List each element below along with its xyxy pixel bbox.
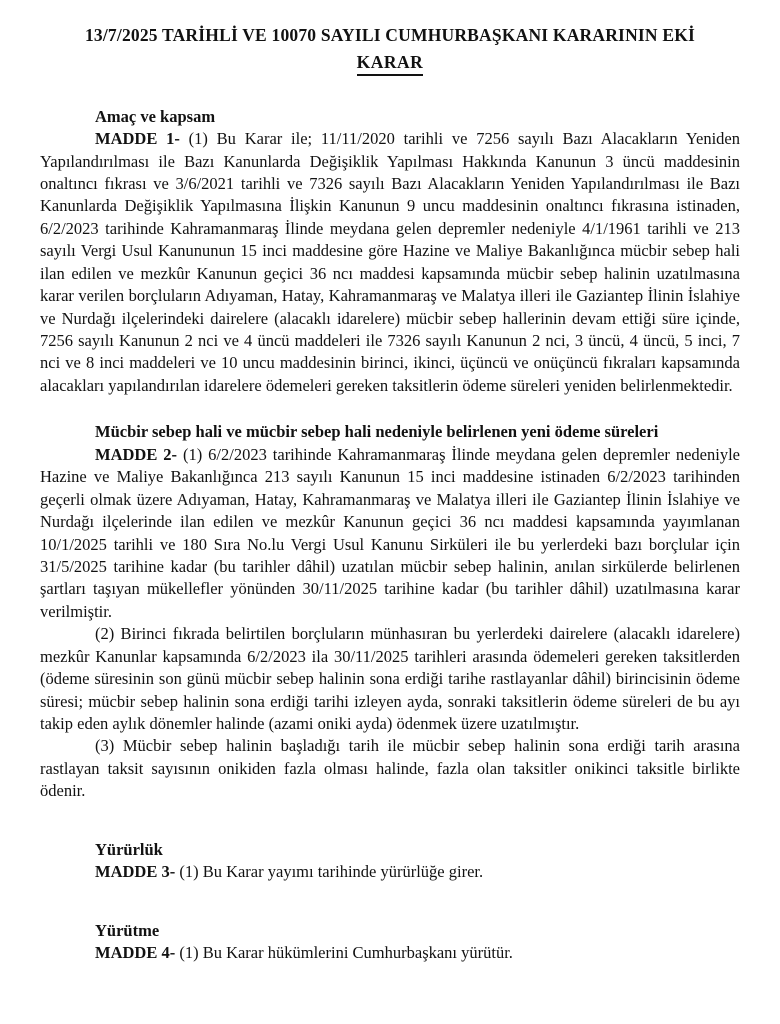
section-mucbir-sebep — [40, 421, 740, 802]
section-heading-amac-ve-kapsam: Amaç ve kapsam — [95, 106, 216, 126]
madde-1-text: (1) Bu Karar ile; 11/11/2020 tarihli ve 7256 sayılı Bazı Alacakların Yeniden Yapılandırılması ile Bazı Kanunlarda Değişiklik Yapılması Hakkında Kanunun 3 üncü maddesinin onaltıncı fıkrası ve 3/6/2021 tarihli ve 7326 sayılı Bazı Alacakların Yeniden Yapılandırılması ile Bazı Kanunlarda Değişiklik Yapılmasına İlişkin Kanunun 9 uncu maddesinin onaltıncı fıkrasına istinaden, 6/2/2023 tarihinde Kahramanmaraş İlinde meydana gelen depremler nedeniyle 4/1/1961 tarihli ve 213 sayılı Vergi Usul Kanununun 15 inci maddesine göre Hazine ve Maliye Bakanlığınca mücbir sebep hali ilan edilen ve mezkûr Kanunun geçici 36 ncı maddesi kapsamında mücbir sebep halinin uzatılmasına karar verilen borçluların Adıyaman, Hatay, Kahramanmaraş ve Malatya illeri ile Gaziantep İlinin İslahiye ve Nurdağı ilçelerindeki dairelere (alacaklı idarelere) mücbir sebep hallerinin devam ettiği süre içinde, 7256 sayılı Kanunun 2 nci ve 4 üncü maddeleri ile 7326 sayılı Kanunun 2 nci, 3 üncü, 4 üncü, 5 inci, 7 nci ve 8 inci maddeleri ve 10 uncu maddesinin birinci, ikinci, üçüncü ve onüçüncü fıkraları kapsamında alacakları yapılandırılan idarelere ödemeleri gereken taksitlerin ödeme süreleri yeniden belirlenmektedir. — [40, 129, 740, 395]
madde-2-fikra-1-text: (1) 6/2/2023 tarihinde Kahramanmaraş İlinde meydana gelen depremler nedeniyle Hazine ve Maliye Bakanlığınca 213 sayılı Kanunun 15 inci maddesine istinaden 6/2/2023 tarihinden geçerli olmak üzere Adıyaman, Hatay, Kahramanmaraş ve Malatya illeri ile Gaziantep İlinin İslahiye ve Nurdağı ilçelerinde ilan edilen ve mezkûr Kanunun geçici 36 ncı maddesi kapsamında yayımlanan 10/1/2025 tarihli ve 180 Sıra No.lu Vergi Usul Kanunu Sirküleri ile bu yerlerdeki bazı borçlular için 31/5/2025 tarihine kadar (bu tarihler dâhil) uzatılan mücbir sebep halinin, anılan sirkülerde belirlenen şartları taşıyan mükellefler yönünden 30/11/2025 tarihine kadar (bu tarihler dâhil) uzatılmasına karar verilmiştir. — [40, 444, 741, 621]
paragraph-madde-2-fikra-1 — [40, 444, 740, 624]
madde-2-label: MADDE 2- — [95, 444, 178, 464]
section-yururluk — [40, 839, 740, 884]
paragraph-madde-1 — [40, 128, 740, 397]
paragraph-madde-3 — [40, 861, 740, 883]
document-subtitle-text: KARAR — [357, 52, 424, 76]
madde-3-text: (1) Bu Karar yayımı tarihinde yürürlüğe girer. — [179, 862, 484, 882]
madde-4-text: (1) Bu Karar hükümlerini Cumhurbaşkanı yürütür. — [179, 943, 513, 963]
paragraph-madde-4 — [40, 942, 740, 964]
madde-1-label: MADDE 1- — [95, 129, 180, 149]
section-amac-ve-kapsam — [40, 106, 740, 398]
document-subtitle — [40, 52, 740, 76]
section-heading-yururluk: Yürürlük — [95, 839, 163, 859]
section-yurutme — [40, 920, 740, 965]
madde-3-label: MADDE 3- — [95, 862, 176, 882]
paragraph-madde-2-fikra-2: (2) Birinci fıkrada belirtilen borçluların münhasıran bu yerlerdeki dairelere (alacaklı idarelere) mezkûr Kanunlar kapsamında 6/2/2023 ila 30/11/2025 tarihleri arasında ödemeleri gereken taksitlerden (ödeme süresinin son günü mücbir sebep halinin sona erdiği tarihe rastlayanlar dâhil) birincisinin ödeme süresi; mücbir sebep halinin sona erdiği tarihi izleyen ayda, sonraki taksitlerin ödeme süreleri de bu ayı takip eden aylık dönemler halinde (azami oniki ayda) ödenmek üzere uzatılmıştır. — [40, 624, 740, 733]
paragraph-madde-2-fikra-3: (3) Mücbir sebep halinin başladığı tarih ile mücbir sebep halinin sona erdiği tarih arasına rastlayan taksit sayısının onikiden fazla olması halinde, fazla olan taksitler onikinci taksitle birlikte ödenir. — [40, 736, 740, 801]
section-heading-yurutme: Yürütme — [95, 920, 160, 940]
document-title: 13/7/2025 TARİHLİ VE 10070 SAYILI CUMHURBAŞKANI KARARININ EKİ — [84, 25, 696, 45]
section-heading-mucbir-sebep: Mücbir sebep hali ve mücbir sebep hali nedeniyle belirlenen yeni ödeme süreleri — [95, 422, 659, 442]
madde-4-label: MADDE 4- — [95, 943, 176, 963]
